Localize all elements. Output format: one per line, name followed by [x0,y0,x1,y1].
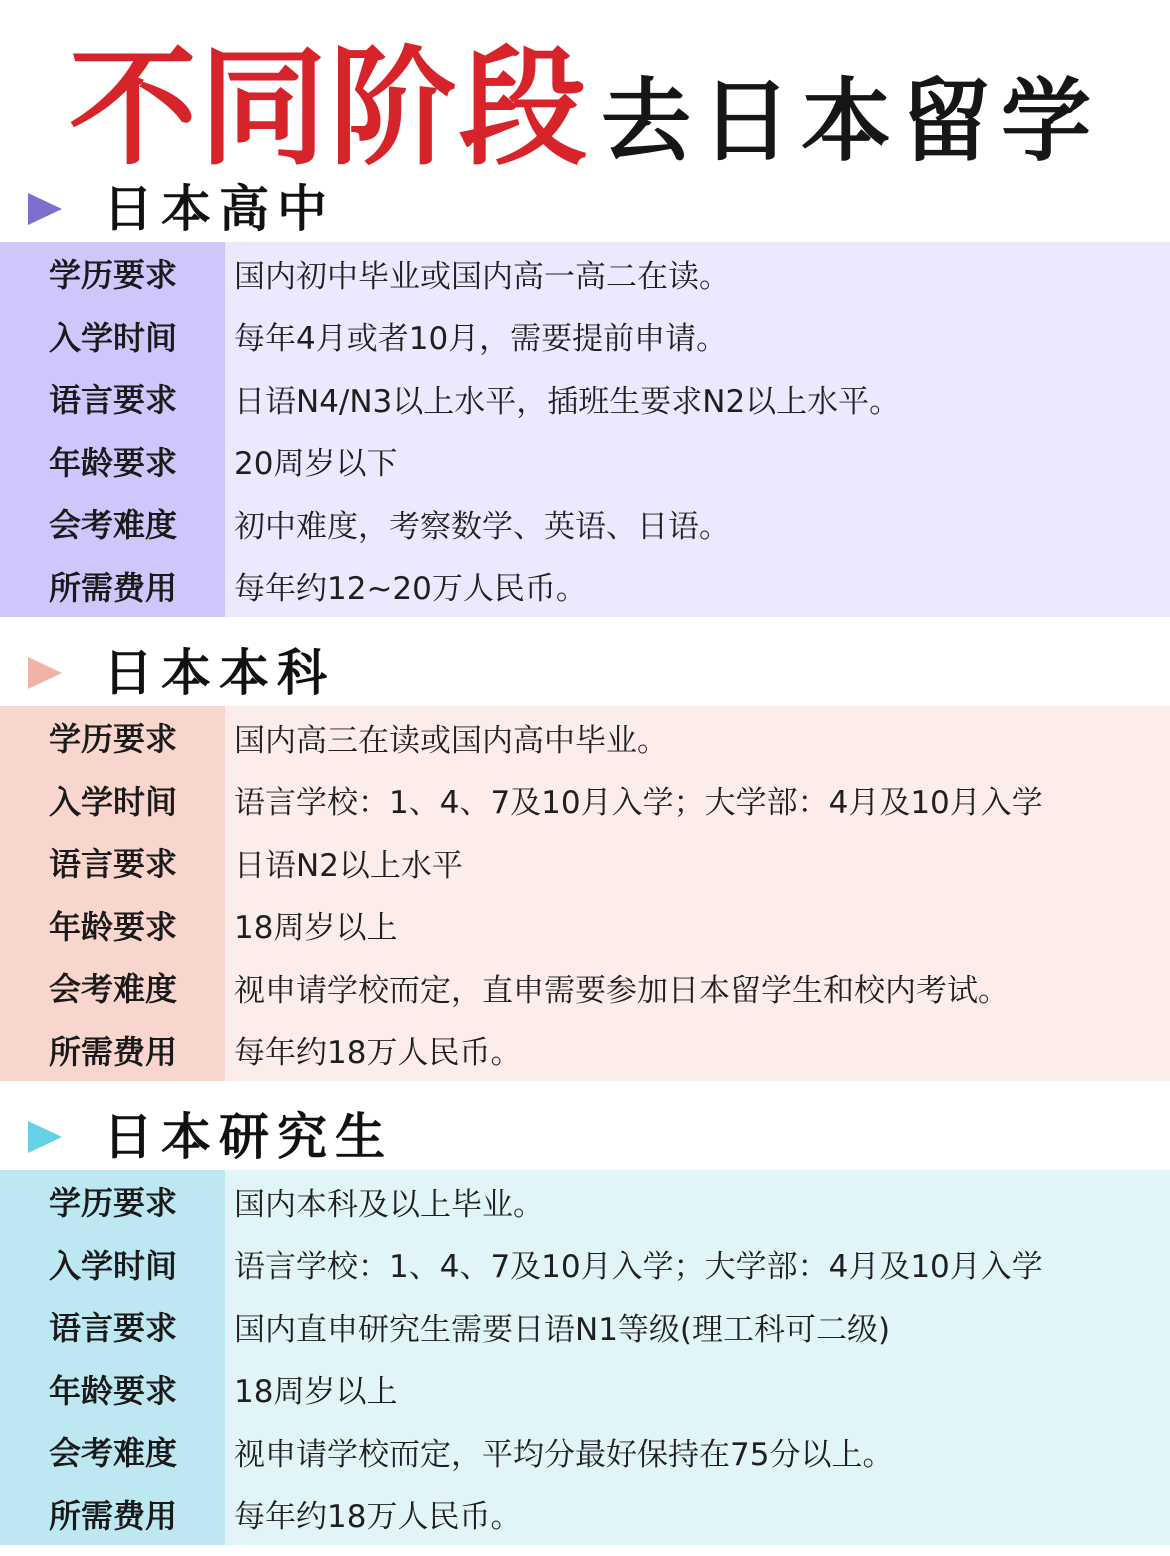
section-title: 日本高中 [103,179,335,238]
info-table [0,1170,1170,1545]
row-value: 视申请学校而定，平均分最好保持在75分以上。 [234,1436,894,1473]
info-table [0,706,1170,1081]
row-label: 入学时间 [49,1246,178,1285]
section-undergraduate [0,640,1170,1081]
table-row [0,831,1170,894]
row-label: 年龄要求 [49,443,178,482]
row-label: 入学时间 [49,782,178,821]
row-value: 初中难度，考察数学、英语、日语。 [234,508,730,545]
row-value: 20周岁以下 [234,446,398,483]
table-row [0,1170,1170,1233]
table-row [0,305,1170,368]
row-label: 语言要求 [49,381,178,420]
table-row [0,1295,1170,1358]
table-row [0,769,1170,832]
section-graduate [0,1104,1170,1545]
page-title-highlight: 不同阶段 [68,33,589,183]
page-title [0,22,1170,183]
row-label: 所需费用 [49,1032,178,1071]
row-label: 语言要求 [49,1309,178,1348]
table-row [0,242,1170,305]
row-label: 学历要求 [49,720,178,759]
table-row [0,894,1170,957]
row-label: 学历要求 [49,1184,178,1223]
section-high-school [0,176,1170,617]
row-value: 18周岁以上 [234,910,398,947]
arrow-right-icon [28,193,62,225]
row-value: 国内直申研究生需要日语N1等级(理工科可二级) [234,1311,891,1348]
row-label: 所需费用 [49,1496,178,1535]
row-value: 每年约18万人民币。 [234,1035,522,1072]
table-row [0,492,1170,555]
table-row [0,1358,1170,1421]
row-value: 语言学校：1、4、7及10月入学；大学部：4月及10月入学 [234,1249,1043,1286]
row-value: 每年4月或者10月，需要提前申请。 [234,321,728,358]
row-value: 国内本科及以上毕业。 [234,1186,544,1223]
arrow-right-icon [28,657,62,689]
section-title: 日本研究生 [103,1107,393,1166]
row-value: 日语N2以上水平 [234,847,463,884]
row-value: 每年约12~20万人民币。 [234,571,587,608]
section-title: 日本本科 [103,643,335,702]
row-label: 年龄要求 [49,907,178,946]
row-label: 所需费用 [49,568,178,607]
table-row [0,555,1170,618]
section-header [0,176,1170,242]
info-table [0,242,1170,617]
arrow-right-icon [28,1121,62,1153]
table-row [0,1233,1170,1296]
table-row [0,430,1170,493]
row-value: 国内初中毕业或国内高一高二在读。 [234,258,730,295]
row-value: 视申请学校而定，直申需要参加日本留学生和校内考试。 [234,972,1009,1009]
table-row [0,956,1170,1019]
row-value: 每年约18万人民币。 [234,1499,522,1536]
table-row [0,1420,1170,1483]
row-value: 日语N4/N3以上水平，插班生要求N2以上水平。 [234,383,901,420]
row-value: 18周岁以上 [234,1374,398,1411]
table-row [0,1019,1170,1082]
section-header [0,640,1170,706]
row-label: 语言要求 [49,845,178,884]
row-label: 会考难度 [49,1434,178,1473]
row-label: 会考难度 [49,970,178,1009]
row-value: 国内高三在读或国内高中毕业。 [234,722,668,759]
row-label: 学历要求 [49,256,178,295]
row-label: 年龄要求 [49,1371,178,1410]
row-value: 语言学校：1、4、7及10月入学；大学部：4月及10月入学 [234,785,1043,822]
row-label: 会考难度 [49,506,178,545]
table-row [0,706,1170,769]
page-title-main: 去日本留学 [601,68,1101,174]
section-header [0,1104,1170,1170]
row-label: 入学时间 [49,318,178,357]
table-row [0,1483,1170,1546]
table-row [0,367,1170,430]
